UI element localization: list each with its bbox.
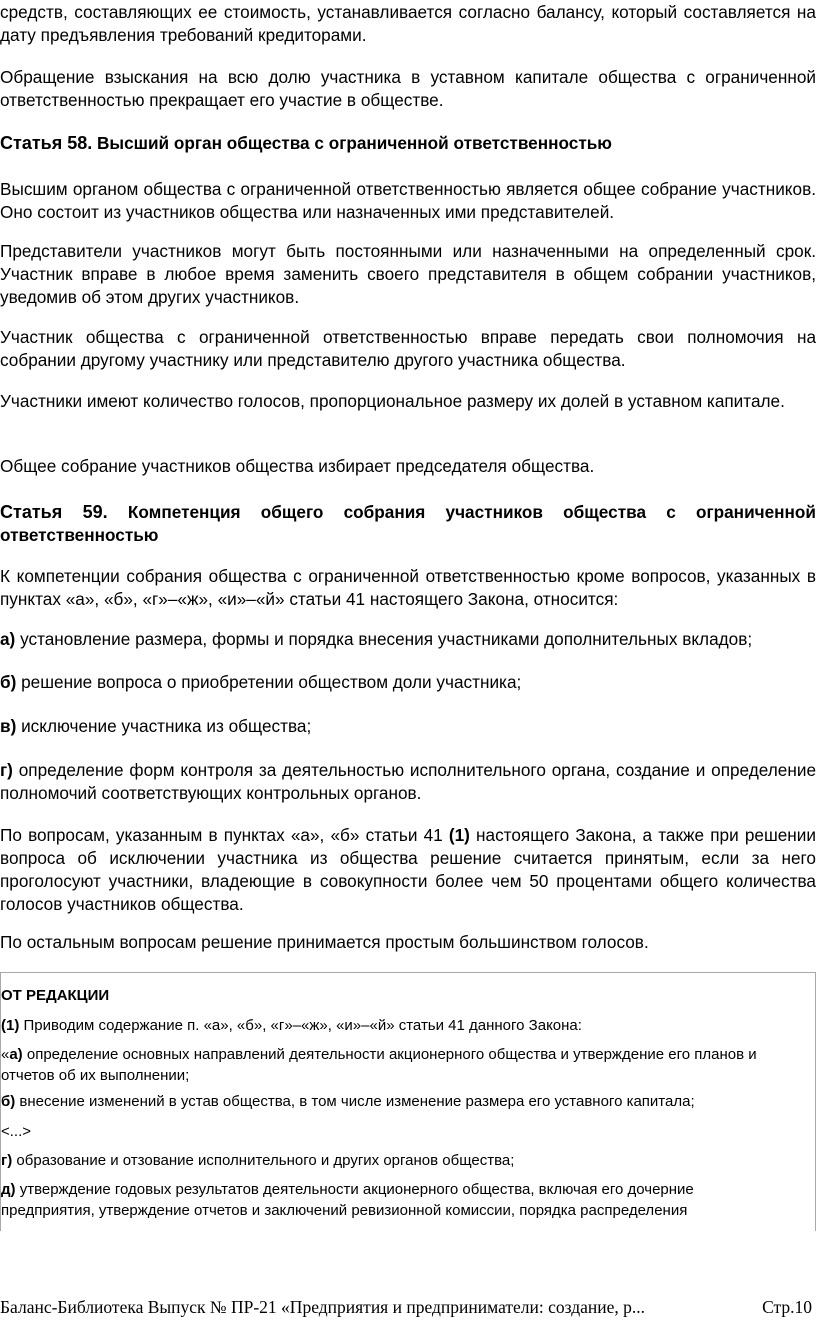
paragraph: По остальным вопросам решение принимается простым большинством голосов. [0, 932, 649, 952]
quote-mark: « [1, 1046, 10, 1063]
item-text: внесение изменений в устав общества, в том числе изменение размера его уставного капитала; [15, 1093, 695, 1110]
list-item [0, 628, 816, 651]
page-footer [0, 1296, 816, 1318]
article-number: Статья 58. [0, 133, 93, 153]
paragraph: Высшим органом общества с ограниченной ответственностью является общее собрание участников. Оно состоит из участников общества или назначенных ими представителей. [0, 179, 816, 222]
item-text: определение форм контроля за деятельностью исполнительного органа, создание и определение полномочий соответствующих контрольных органов. [0, 760, 816, 803]
item-text: утверждение годовых результатов деятельности акционерного общества, включая его дочерние предприятия, утверждение отчетов и заключений ревизионной комиссии, порядка распределения [1, 1181, 694, 1219]
editorial-item [1, 1150, 791, 1171]
paragraph-text: настоящего Закона, а также при решении вопроса об исключении участника из общества решение считается принятым, если за него проголосуют участники, владеющие в совокупности более чем 50 процентами общего количества голосов участников общества. [0, 825, 816, 914]
paragraph: Обращение взыскания на всю долю участника в уставном капитале общества с ограниченной ответственностью прекращает его участие в обществе. [0, 67, 816, 110]
paragraph: Общее собрание участников общества избирает председателя общества. [0, 456, 595, 476]
item-text: установление размера, формы и порядка внесения участниками дополнительных вкладов; [15, 629, 753, 649]
page-number: Стр.10 [762, 1297, 812, 1317]
paragraph [0, 824, 816, 916]
paragraph-text: По вопросам, указанным в пунктах «а», «б» статьи 41 [0, 825, 449, 845]
list-item [0, 759, 816, 805]
list-item [0, 671, 816, 694]
footnote-reference[interactable]: (1) [448, 825, 470, 845]
article-title: Высший орган общества с ограниченной ответственностью [92, 133, 612, 153]
editorial-item [1, 1179, 791, 1221]
article-number: Статья 59. [0, 502, 108, 522]
item-letter: г) [0, 760, 13, 780]
editorial-text: Приводим содержание п. «а», «б», «г»–«ж», «и»–«й» статьи 41 данного Закона: [19, 1017, 582, 1034]
paragraph: К компетенции собрания общества с ограниченной ответственностью кроме вопросов, указанных в пунктах «а», «б», «г»–«ж», «и»–«й» статьи 41 настоящего Закона, относится: [0, 566, 816, 609]
editorial-title: ОТ РЕДАКЦИИ [1, 987, 110, 1004]
editorial-item [1, 1044, 791, 1086]
article-58-heading [0, 132, 816, 155]
item-letter: а) [9, 1046, 23, 1063]
editorial-ellipsis: <...> [1, 1123, 32, 1140]
footnote-marker: (1) [1, 1017, 20, 1034]
paragraph: Участники имеют количество голосов, пропорциональное размеру их долей в уставном капитале. [0, 391, 785, 411]
item-letter: г) [1, 1152, 13, 1169]
editorial-item [1, 1091, 791, 1112]
paragraph: Участник общества с ограниченной ответственностью вправе передать свои полномочия на собрании другому участнику или представителю другого участника общества. [0, 327, 816, 370]
item-text: исключение участника из общества; [16, 716, 312, 736]
item-text: образование и отзование исполнительного и других органов общества; [12, 1152, 515, 1169]
article-59-heading [0, 501, 816, 547]
footer-source: Баланс-Библиотека Выпуск № ПР-21 «Предприятия и предприниматели: создание, р... [0, 1297, 646, 1317]
editorial-intro [1, 1015, 791, 1036]
paragraph: Представители участников могут быть постоянными или назначенными на определенный срок. Участник вправе в любое время заменить своего представителя в общем собрании участников, уведомив об этом других участников. [0, 241, 816, 307]
item-text: определение основных направлений деятельности акционерного общества и утверждение его планов и отчетов об их выполнении; [1, 1046, 757, 1084]
article-title: Компетенция общего собрания участников общества с ограниченной ответственностью [0, 502, 816, 545]
item-letter: д) [1, 1181, 16, 1198]
list-item [0, 715, 816, 738]
item-letter: б) [1, 1093, 16, 1110]
item-letter: б) [0, 672, 17, 692]
item-text: решение вопроса о приобретении обществом доли участника; [16, 672, 522, 692]
item-letter: в) [0, 716, 17, 736]
paragraph: средств, составляющих ее стоимость, устанавливается согласно балансу, который составляется на дату предъявления требований кредиторами. [0, 2, 816, 45]
editorial-note-box [0, 972, 816, 1231]
item-letter: а) [0, 629, 16, 649]
